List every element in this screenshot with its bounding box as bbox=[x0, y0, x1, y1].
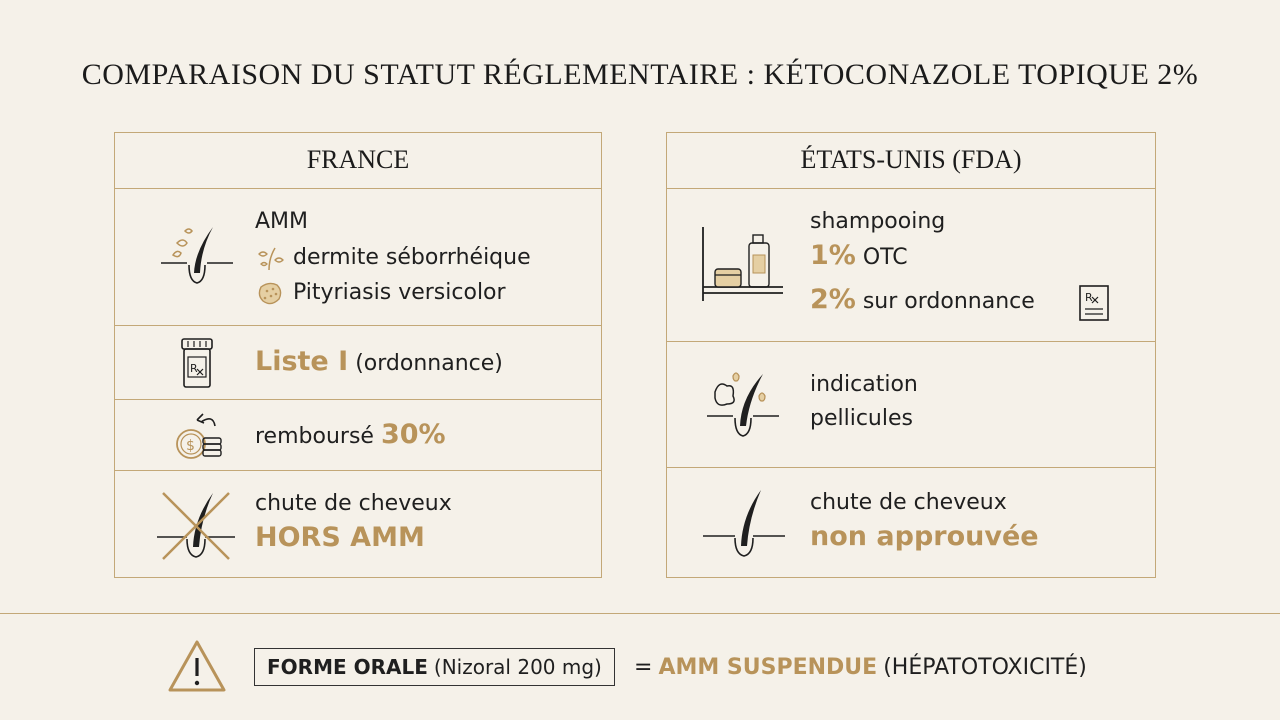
hair-follicle-icon bbox=[159, 221, 235, 293]
rx-percent: 2% bbox=[810, 283, 856, 315]
indication-line2: pellicules bbox=[810, 406, 913, 432]
svg-text:R: R bbox=[1085, 290, 1093, 304]
amm-label: AMM bbox=[255, 208, 309, 234]
usa-header: ÉTATS-UNIS (FDA) bbox=[667, 133, 1155, 189]
france-panel bbox=[114, 132, 602, 578]
otc-percent: 1% bbox=[810, 239, 856, 271]
liste-label: Liste I bbox=[255, 346, 349, 378]
amm-indication-2 bbox=[255, 276, 506, 310]
amm-suspended bbox=[634, 650, 1087, 684]
hair-follicle-icon bbox=[701, 484, 787, 564]
usa-chute-row bbox=[667, 468, 1155, 578]
remb-label: remboursé bbox=[255, 423, 374, 449]
flaking-skin-icon bbox=[255, 244, 285, 272]
coin-refund-icon bbox=[171, 410, 225, 462]
skin-patch-icon bbox=[255, 279, 285, 307]
indication-2-text: Pityriasis versicolor bbox=[293, 279, 506, 305]
shampoo-rx bbox=[810, 283, 1035, 319]
otc-label: OTC bbox=[862, 244, 908, 270]
equals-sign: = bbox=[634, 654, 653, 680]
svg-text:$: $ bbox=[186, 437, 195, 454]
liste-text bbox=[255, 345, 503, 381]
france-chute-status: HORS AMM bbox=[255, 522, 425, 554]
indication-line1: indication bbox=[810, 372, 918, 398]
crossed-hair-icon bbox=[155, 487, 237, 563]
usa-chute-status: non approuvée bbox=[810, 520, 1039, 552]
oral-label: FORME ORALE bbox=[267, 655, 428, 679]
shelf-products-icon bbox=[699, 225, 785, 305]
france-header: FRANCE bbox=[115, 133, 601, 189]
usa-indication-row bbox=[667, 342, 1155, 467]
footer-divider bbox=[0, 613, 1280, 614]
rx-label: sur ordonnance bbox=[862, 288, 1035, 314]
amm-suspended-status: AMM SUSPENDUE bbox=[658, 654, 878, 680]
warning-triangle-icon bbox=[166, 638, 228, 694]
dandruff-hair-icon bbox=[703, 368, 783, 440]
indication-1-text: dermite séborrhéique bbox=[293, 244, 531, 270]
pill-bottle-rx-icon bbox=[179, 337, 215, 389]
prescription-icon bbox=[1077, 283, 1111, 323]
amm-suspended-reason: (HÉPATOTOXICITÉ) bbox=[883, 654, 1087, 680]
oral-form-box bbox=[254, 648, 615, 686]
france-chute-label: chute de cheveux bbox=[255, 491, 452, 517]
usa-shampoo-row bbox=[667, 189, 1155, 342]
france-remb-row bbox=[115, 400, 601, 472]
page-title: COMPARAISON DU STATUT RÉGLEMENTAIRE : KÉTOCONAZOLE TOPIQUE 2% bbox=[81, 58, 1199, 91]
oral-detail: (Nizoral 200 mg) bbox=[433, 655, 602, 679]
shampoo-otc bbox=[810, 239, 908, 275]
usa-chute-label: chute de cheveux bbox=[810, 489, 1007, 515]
svg-text:R: R bbox=[190, 362, 198, 376]
liste-note: (ordonnance) bbox=[355, 351, 503, 377]
france-amm-row bbox=[115, 189, 601, 326]
remb-value: 30% bbox=[380, 418, 446, 450]
shampoo-label: shampooing bbox=[810, 208, 946, 234]
amm-indication-1 bbox=[255, 241, 531, 275]
usa-panel bbox=[666, 132, 1156, 578]
france-liste-row bbox=[115, 326, 601, 400]
france-chute-row bbox=[115, 471, 601, 577]
remb-text bbox=[255, 418, 446, 454]
